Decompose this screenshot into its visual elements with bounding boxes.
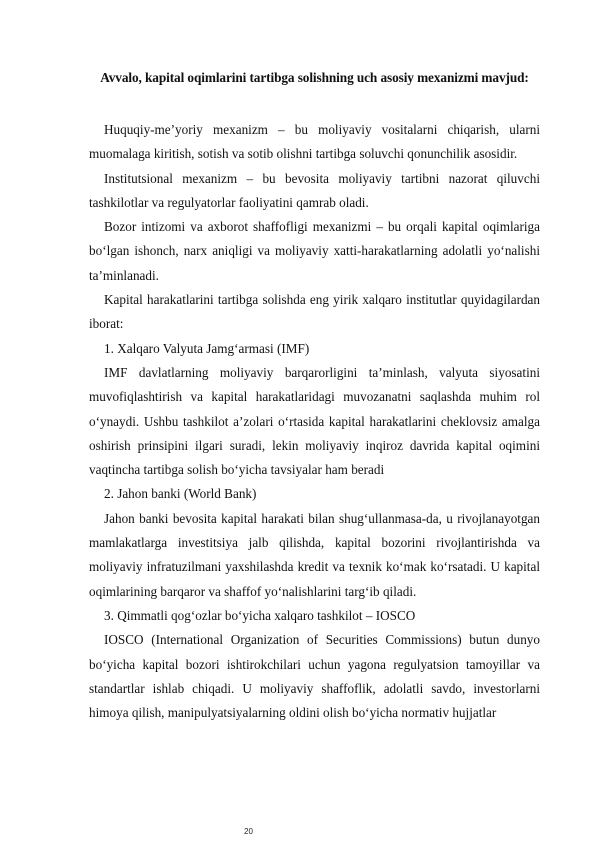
list-item-heading: 2. Jahon banki (World Bank) bbox=[104, 486, 257, 502]
paragraph: IOSCO (International Organization of Securities Commissions) butun dunyo bo‘yicha kapital bozori ishtirokchilari uchun yagona regulyatsion tamoyillar va standartlar ishlab chiqadi. U moliyaviy shaffoflik, adolatli savdo, investorlarni himoya qilish, manipulyatsiyalarning oldini olish bo‘yicha normativ hujjatlar bbox=[89, 632, 540, 721]
list-item-heading: 3. Qimmatli qog‘ozlar bo‘yicha xalqaro tashkilot – IOSCO bbox=[104, 607, 416, 623]
body-text bbox=[89, 118, 540, 725]
paragraph: Bozor intizomi va axborot shaffofligi mexanizmi – bu orqali kapital oqimlariga bo‘lgan ishonch, narx aniqligi va moliyaviy xatti-harakatlarning adolatli yo‘nalishi ta’minlanadi. bbox=[89, 219, 540, 283]
paragraph: Jahon banki bevosita kapital harakati bilan shug‘ullanmasa-da, u rivojlanayotgan mamlakatlarga investitsiya jalb qilishda, kapital bozorini rivojlantirishda va moliyaviy infratuzilmani yaxshilashda kredit va texnik ko‘mak ko‘rsatadi. U kapital oqimlarining barqaror va shaffof yo‘nalishlarini targ‘ib qiladi. bbox=[89, 510, 540, 599]
paragraph: Huquqiy-me’yoriy mexanizm – bu moliyaviy vositalarni chiqarish, ularni muomalaga kiritish, sotish va sotib olishni tartibga soluvchi qonunchilik asosidir. bbox=[89, 122, 540, 162]
paragraph: IMF davlatlarning moliyaviy barqarorligini ta’minlash, valyuta siyosatini muvofiqlashtirish va kapital harakatlaridagi muvozanatni saqlashda muhim rol o‘ynaydi. Ushbu tashkilot a’zolari o‘rtasida kapital harakatlarini cheklovsiz amalga oshirish prinsipini ilgari suradi, lekin moliyaviy inqiroz davrida kapital oqimini vaqtincha tartibga solish bo‘yicha tavsiyalar ham beradi bbox=[89, 364, 540, 478]
page-number: 20 bbox=[244, 827, 253, 836]
paragraph: Institutsional mexanizm – bu bevosita moliyaviy tartibni nazorat qiluvchi tashkilotlar va regulyatorlar faoliyatini qamrab oladi. bbox=[89, 170, 540, 210]
paragraph: Kapital harakatlarini tartibga solishda eng yirik xalqaro institutlar quyidagilardan iborat: bbox=[89, 292, 540, 332]
list-item-heading: 1. Xalqaro Valyuta Jamg‘armasi (IMF) bbox=[104, 340, 310, 356]
section-heading: Avvalo, kapital oqimlarini tartibga solishning uch asosiy mexanizmi mavjud: bbox=[100, 70, 529, 85]
